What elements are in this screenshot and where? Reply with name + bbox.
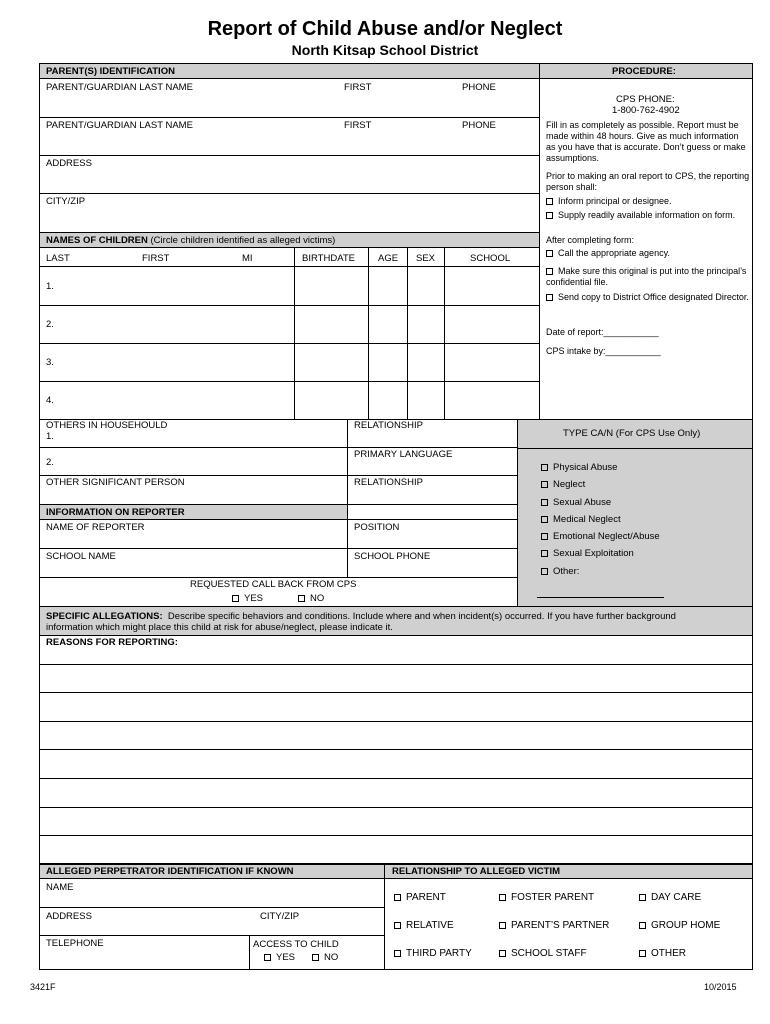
relationship-option-label: FOSTER PARENT: [511, 892, 595, 903]
parent1-phone-label: PHONE: [462, 82, 496, 93]
col-age: AGE: [378, 253, 399, 264]
relationship-option[interactable]: [499, 892, 594, 903]
others-row-1: 1.: [46, 431, 54, 442]
perpetrator-heading: ALLEGED PERPETRATOR IDENTIFICATION IF KNOWN: [46, 866, 294, 877]
procedure-p1: Fill in as completely as possible. Report must be made within 48 hours. Give as much information as you have that is accurate. Don’t guess or make assumptions.: [546, 120, 746, 163]
type-can-option-label: Emotional Neglect/Abuse: [553, 531, 660, 542]
allegations-heading: SPECIFIC ALLEGATIONS:: [46, 611, 163, 622]
procedure-c1: [546, 196, 750, 207]
procedure-c4-text: Make sure this original is put into the principal’s confidential file.: [546, 266, 747, 287]
type-can-option-label: Other:: [553, 566, 580, 577]
relationship2-label: RELATIONSHIP: [354, 477, 423, 488]
callback-no[interactable]: [298, 593, 324, 604]
type-can-option-label: Physical Abuse: [553, 462, 618, 473]
col-mi: MI: [242, 253, 253, 264]
relationship-option[interactable]: [639, 948, 686, 959]
access-yes-text: YES: [276, 952, 296, 963]
procedure-c3-text: Call the appropriate agency.: [558, 248, 670, 258]
type-can-option-label: Sexual Exploitation: [553, 548, 634, 559]
perp-name-label: NAME: [46, 882, 74, 893]
checkbox-icon[interactable]: [541, 550, 548, 557]
procedure-c2: [546, 210, 750, 221]
type-can-option[interactable]: [541, 479, 585, 490]
callback-yes-text: YES: [244, 593, 264, 604]
relationship-option-label: PARENT: [406, 892, 446, 903]
relationship-option[interactable]: [394, 920, 454, 931]
school-name-label: SCHOOL NAME: [46, 551, 116, 562]
parent1-first-label: FIRST: [344, 82, 372, 93]
children-heading-note: (Circle children identified as alleged victims): [150, 235, 336, 246]
procedure-c4: [546, 266, 750, 288]
child-row-1: 1.: [46, 281, 54, 292]
checkbox-icon[interactable]: [541, 516, 548, 523]
procedure-c2-text: Supply readily available information on form.: [558, 210, 736, 220]
parent2-first-label: FIRST: [344, 120, 372, 131]
checkbox-icon: [546, 294, 553, 301]
other-underline: [537, 597, 664, 598]
col-last: LAST: [46, 253, 70, 264]
others-row-2: 2.: [46, 457, 54, 468]
type-can-option[interactable]: [541, 566, 579, 577]
access-label: ACCESS TO CHILD: [253, 939, 339, 950]
relationship-option-label: OTHER: [651, 948, 686, 959]
checkbox-icon: [546, 268, 553, 275]
checkbox-icon: [546, 212, 553, 219]
type-can-option[interactable]: [541, 514, 621, 525]
address-label: ADDRESS: [46, 158, 92, 169]
procedure-c5-text: Send copy to District Office designated Director.: [558, 292, 749, 302]
form-number: 3421F: [30, 982, 56, 992]
relationship-option[interactable]: [499, 948, 587, 959]
perp-cityzip-label: CITY/ZIP: [260, 911, 300, 922]
procedure-c5: [546, 292, 750, 303]
type-can-option[interactable]: [541, 531, 660, 542]
relationship-option[interactable]: [499, 920, 609, 931]
checkbox-icon[interactable]: [499, 950, 506, 957]
procedure-c1-text: Inform principal or designee.: [558, 196, 672, 206]
others-household-label: OTHERS IN HOUSEHOULD: [46, 420, 168, 431]
form-date: 10/2015: [704, 982, 737, 992]
relationship-option-label: GROUP HOME: [651, 920, 721, 931]
checkbox-icon[interactable]: [298, 595, 305, 602]
callback-yes[interactable]: [232, 593, 263, 604]
children-heading-text: NAMES OF CHILDREN: [46, 235, 148, 246]
type-can-option[interactable]: [541, 497, 611, 508]
child-row-4: 4.: [46, 395, 54, 406]
date-of-report: Date of report:___________: [546, 327, 659, 337]
checkbox-icon: [546, 198, 553, 205]
checkbox-icon: [546, 250, 553, 257]
checkbox-icon[interactable]: [541, 568, 548, 575]
relationship-option[interactable]: [639, 920, 720, 931]
checkbox-icon[interactable]: [541, 481, 548, 488]
callback-label: REQUESTED CALL BACK FROM CPS: [190, 579, 357, 590]
checkbox-icon[interactable]: [639, 894, 646, 901]
checkbox-icon[interactable]: [394, 894, 401, 901]
relationship-option-label: PARENT’S PARTNER: [511, 920, 610, 931]
checkbox-icon[interactable]: [541, 533, 548, 540]
checkbox-icon[interactable]: [264, 954, 271, 961]
reasons-heading: REASONS FOR REPORTING:: [46, 637, 178, 648]
checkbox-icon[interactable]: [541, 464, 548, 471]
relationship-option-label: DAY CARE: [651, 892, 702, 903]
col-sex: SEX: [416, 253, 436, 264]
parent2-phone-label: PHONE: [462, 120, 496, 131]
parent-id-heading: PARENT(S) IDENTIFICATION: [46, 66, 175, 77]
procedure-heading: PROCEDURE:: [612, 66, 676, 77]
form-subtitle: North Kitsap School District: [291, 42, 479, 58]
relationship-option-label: THIRD PARTY: [406, 948, 472, 959]
access-yes[interactable]: [264, 952, 295, 963]
allegations-text1: Describe specific behaviors and conditions. Include where and when incident(s) occurred. If you have further background: [167, 611, 676, 622]
relationship-heading: RELATIONSHIP TO ALLEGED VICTIM: [392, 866, 561, 877]
relationship-option[interactable]: [394, 948, 472, 959]
checkbox-icon[interactable]: [639, 950, 646, 957]
type-can-option-label: Sexual Abuse: [553, 497, 612, 508]
primary-language-label: PRIMARY LANGUAGE: [354, 449, 453, 460]
other-significant-label: OTHER SIGNIFICANT PERSON: [46, 477, 185, 488]
parent2-last-label: PARENT/GUARDIAN LAST NAME: [46, 120, 193, 131]
reporter-heading: INFORMATION ON REPORTER: [46, 507, 185, 518]
children-heading: [46, 235, 335, 246]
form-title: Report of Child Abuse and/or Neglect: [207, 18, 563, 40]
cps-phone: 1-800-762-4902: [612, 105, 680, 116]
col-school: SCHOOL: [470, 253, 511, 264]
procedure-c3: [546, 248, 750, 259]
perp-telephone-label: TELEPHONE: [46, 938, 104, 949]
checkbox-icon[interactable]: [394, 950, 401, 957]
checkbox-icon[interactable]: [639, 922, 646, 929]
perp-address-label: ADDRESS: [46, 911, 92, 922]
relationship-option-label: RELATIVE: [406, 920, 454, 931]
allegations-line2: information which might place this child at risk for abuse/neglect, please indicate it.: [46, 622, 393, 633]
access-no-text: NO: [324, 952, 339, 963]
checkbox-icon[interactable]: [499, 922, 506, 929]
callback-no-text: NO: [310, 593, 325, 604]
position-label: POSITION: [354, 522, 400, 533]
type-can-option-label: Neglect: [553, 479, 586, 490]
checkbox-icon[interactable]: [232, 595, 239, 602]
relationship1-label: RELATIONSHIP: [354, 420, 423, 431]
col-birthdate: BIRTHDATE: [302, 253, 355, 264]
col-first: FIRST: [142, 253, 170, 264]
cps-phone-label: CPS PHONE:: [616, 94, 675, 105]
cityzip-label: CITY/ZIP: [46, 196, 86, 207]
allegations-line1: [46, 611, 676, 622]
relationship-option[interactable]: [639, 892, 701, 903]
reporter-name-label: NAME OF REPORTER: [46, 522, 145, 533]
procedure-after: After completing form:: [546, 235, 635, 245]
checkbox-icon[interactable]: [312, 954, 319, 961]
relationship-option[interactable]: [394, 892, 446, 903]
child-row-2: 2.: [46, 319, 54, 330]
relationship-option-label: SCHOOL STAFF: [511, 948, 587, 959]
access-no[interactable]: [312, 952, 338, 963]
type-can-heading: TYPE CA/N (For CPS Use Only): [563, 428, 701, 439]
procedure-p2: Prior to making an oral report to CPS, the reporting person shall:: [546, 171, 750, 192]
cps-intake: CPS intake by:___________: [546, 346, 661, 356]
school-phone-label: SCHOOL PHONE: [354, 551, 431, 562]
checkbox-icon[interactable]: [541, 499, 548, 506]
type-can-option[interactable]: [541, 548, 634, 559]
type-can-option-label: Medical Neglect: [553, 514, 621, 525]
parent1-last-label: PARENT/GUARDIAN LAST NAME: [46, 82, 193, 93]
checkbox-icon[interactable]: [499, 894, 506, 901]
type-can-option[interactable]: [541, 462, 617, 473]
checkbox-icon[interactable]: [394, 922, 401, 929]
child-row-3: 3.: [46, 357, 54, 368]
